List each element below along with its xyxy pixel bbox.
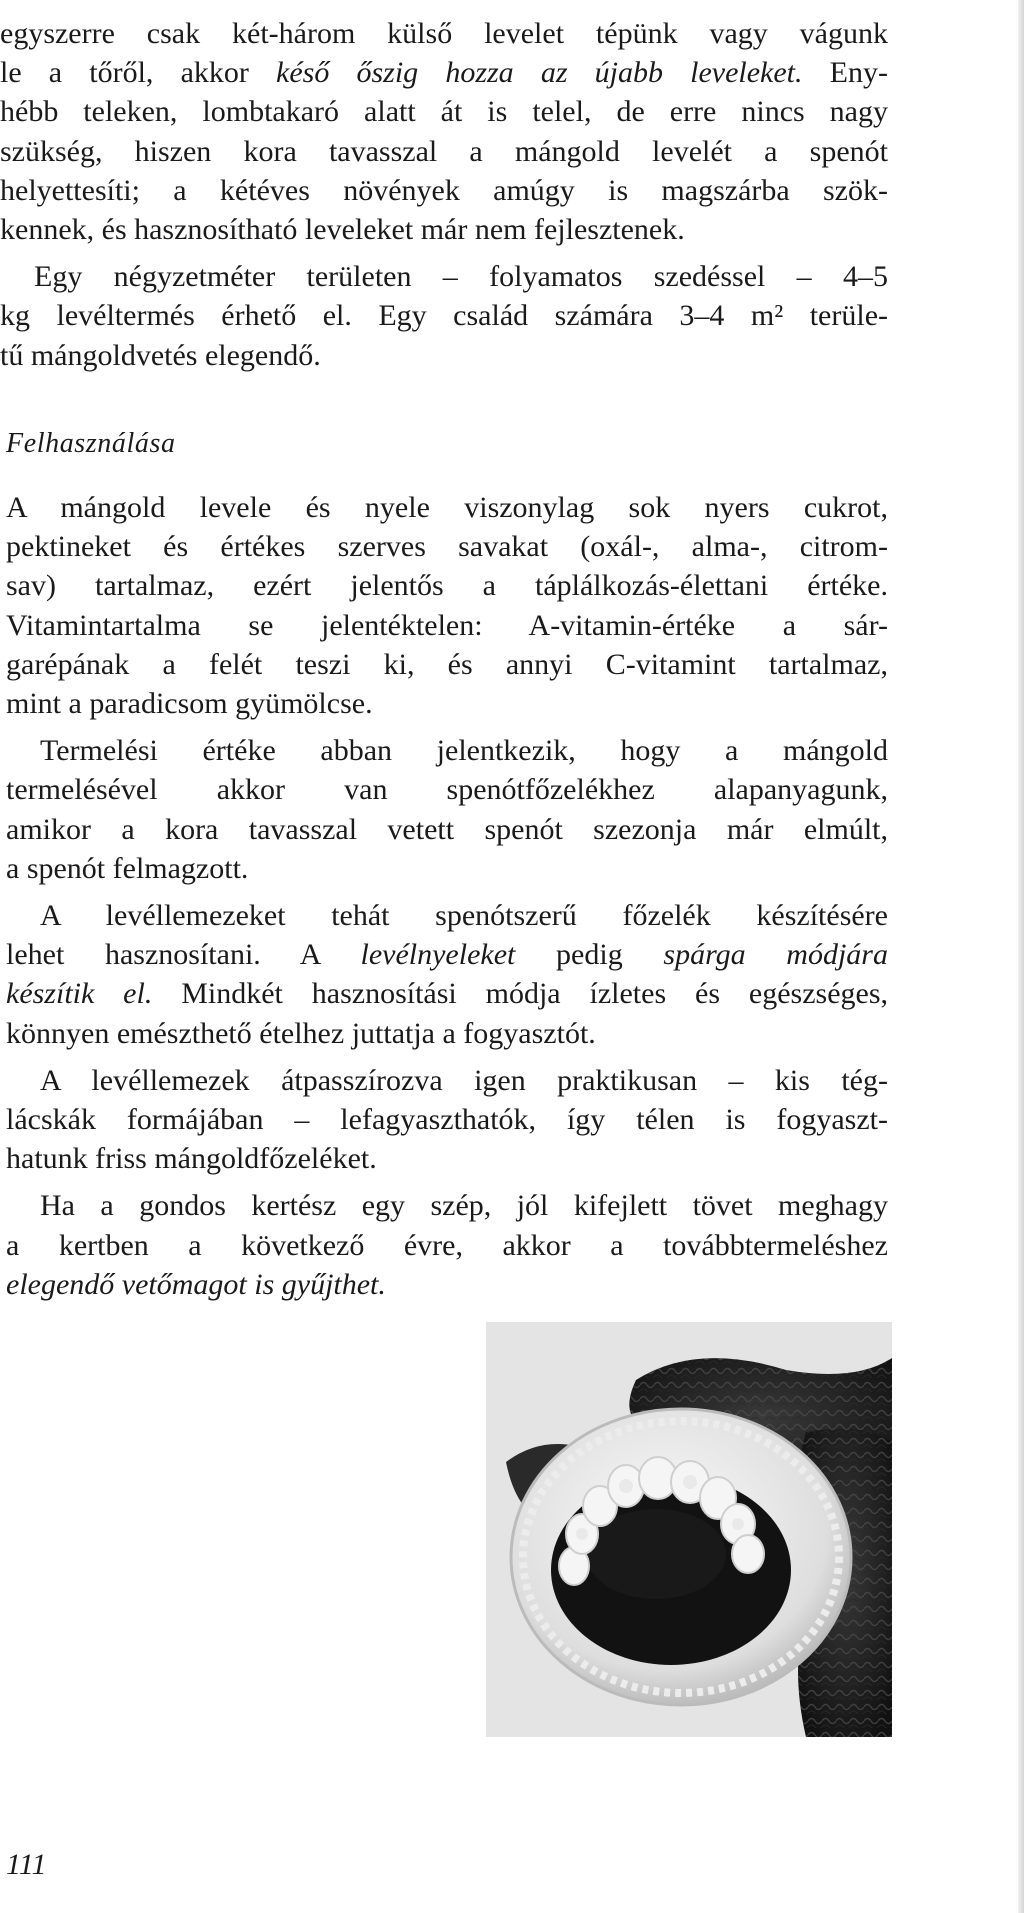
text-line: A levéllemezek átpasszírozva igen praktikusan – kis tég- [40,1063,888,1097]
paragraph-seed [6,1186,888,1304]
text-line: termelésével akkor van spenótfőzelékhez alapanyagunk, [6,773,888,807]
text-line: hatunk friss mángoldfőzeléket. [6,1142,377,1176]
paragraph-freezing [6,1061,888,1179]
text-line: tű mángoldvetés elegendő. [0,338,321,372]
text-line: Ha a gondos kertész egy szép, jól kifejlett tövet meghagy [40,1189,888,1223]
text-line: Termelési értéke abban jelentkezik, hogy a mángold [40,734,888,768]
paragraph-production-value [6,731,888,888]
paragraph-harvest [0,14,888,249]
body-text-top [0,14,888,383]
text-line: A levéllemezeket tehát spenótszerű főzelék készítésére [40,899,888,933]
emphasis-text: elegendő vetőmagot is gyűjthet. [6,1267,386,1301]
text-run: Mindkét hasznosítási módja ízletes és egészséges, [152,977,888,1011]
chard-dish-illustration [486,1322,892,1737]
text-line: a kertben a következő évre, akkor a továbbtermeléshez [6,1228,888,1262]
text-run: pedig [515,938,664,972]
emphasis-text: levélnyeleket [360,938,516,972]
text-line [6,974,888,1013]
emphasis-text: spárga módjára [663,938,888,972]
emphasis-text: készítik el. [6,977,153,1011]
text-run: lehet hasznosítani. A [6,938,361,972]
text-line: egyszerre csak két-három külső levelet tépünk vagy vágunk [0,17,888,50]
text-line: amikor a kora tavasszal vetett spenót szezonja már elmúlt, [6,812,888,846]
text-line: Vitamintartalma se jelentéktelen: A-vitamin-értéke a sár- [6,608,888,642]
paragraph-yield [0,257,888,375]
text-line: A mángold levele és nyele viszonylag sok nyers cukrot, [6,491,888,524]
text-line [6,1265,888,1304]
text-run: Eny- [802,56,888,90]
text-line: kg levéltermés érhető el. Egy család számára 3–4 m² terüle- [0,299,888,333]
text-line [0,53,888,92]
page-number: 111 [6,1848,47,1881]
page-edge-shadow [1018,0,1024,1913]
text-line: mint a paradicsom gyümölcse. [6,687,373,721]
text-line: Egy négyzetméter területen – folyamatos szedéssel – 4–5 [34,260,888,294]
text-line: hébb teleken, lombtakaró alatt át is telel, de erre nincs nagy [0,95,888,129]
text-line: sav) tartalmaz, ezért jelentős a táplálkozás-élettani értéke. [6,569,888,603]
body-text-usage [6,488,888,1312]
paragraph-preparation [6,896,888,1053]
text-line [6,935,888,974]
section-heading: Felhasználása [6,428,176,459]
text-line: könnyen emészthető ételhez juttatja a fogyasztót. [6,1016,596,1050]
text-line: pektineket és értékes szerves savakat (oxál-, alma-, citrom- [6,530,888,564]
text-line: lácskák formájában – lefagyaszthatók, így télen is fogyaszt- [6,1103,888,1137]
text-run: le a tőről, akkor [0,56,277,90]
text-line: szükség, hiszen kora tavasszal a mángold levelét a spenót [0,134,888,168]
paragraph-nutrition [6,488,888,723]
text-line: a spenót felmagzott. [6,851,249,885]
text-line: kennek, és hasznosítható leveleket már nem fejlesztenek. [0,213,685,247]
chard-dish-photo [486,1322,892,1737]
text-line: helyettesíti; a kétéves növények amúgy is magszárba szök- [0,173,888,207]
text-line: garépának a felét teszi ki, és annyi C-vitamint tartalmaz, [6,647,888,681]
emphasis-text: késő őszig hozza az újabb leveleket. [276,56,803,90]
